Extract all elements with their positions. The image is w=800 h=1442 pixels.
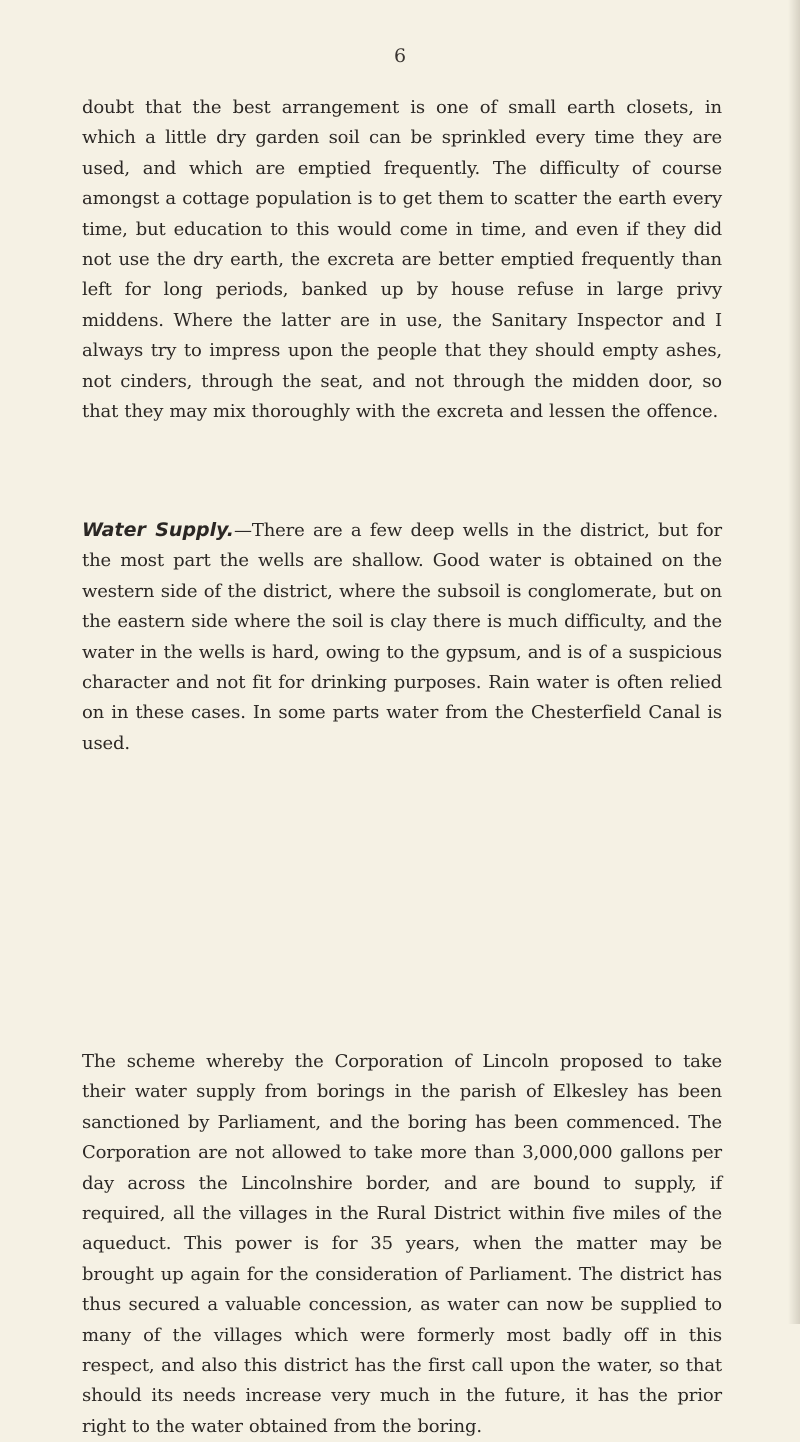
paragraph-earth-closets: doubt that the best arrangement is one of small earth closets, in which a little dry garden soil can be sprinkled every time they are used, and which are emptied frequently. The difficulty of course amongst a cottage population is to get them to scatter the earth every time, but education to this would come in time, and even if they did not use the dry earth, the excreta are better emptied frequently than left for long periods, banked up by house refuse in large privy middens. Where the latter are in use, the Sanitary Inspector and I always try to impress upon the people that they should empty ashes, not cinders, through the seat, and not through the midden door, so that they may mix thoroughly with the excreta and lessen the offence. <box>82 97 722 423</box>
page-edge-shadow <box>788 0 800 1324</box>
water-supply-text: —There are a few deep wells in the district, but for the most part the wells are shallow. Good water is obtained on the western side of the district, where the subsoil is conglomerate, but on the eastern side where the soil is clay there is much difficulty, and the water in the wells is hard, owing to the gypsum, and is of a suspicious character and not fit for drinking purposes. Rain water is often relied on in these cases. In some parts water from the Chesterfield Canal is used. <box>82 520 722 754</box>
section-heading-water-supply: Water Supply. <box>82 519 235 541</box>
page-number: 6 <box>393 45 407 67</box>
paragraph-water-supply <box>82 515 722 759</box>
paragraph-lincoln-scheme: The scheme whereby the Corporation of Lincoln proposed to take their water supply from borings in the parish of Elkesley has been sanctioned by Parliament, and the boring has been commenced. The Corporation are not allowed to take more than 3,000,000 gallons per day across the Lincolnshire border, and are bound to supply, if required, all the villages in the Rural District within five miles of the aqueduct. This power is for 35 years, when the matter may be brought up again for the consideration of Parliament. The district has thus secured a valuable concession, as water can now be supplied to many of the villages which were formerly most badly off in this respect, and also this district has the first call upon the water, so that should its needs increase very much in the future, it has the prior right to the water obtained from the boring. <box>82 1051 722 1437</box>
